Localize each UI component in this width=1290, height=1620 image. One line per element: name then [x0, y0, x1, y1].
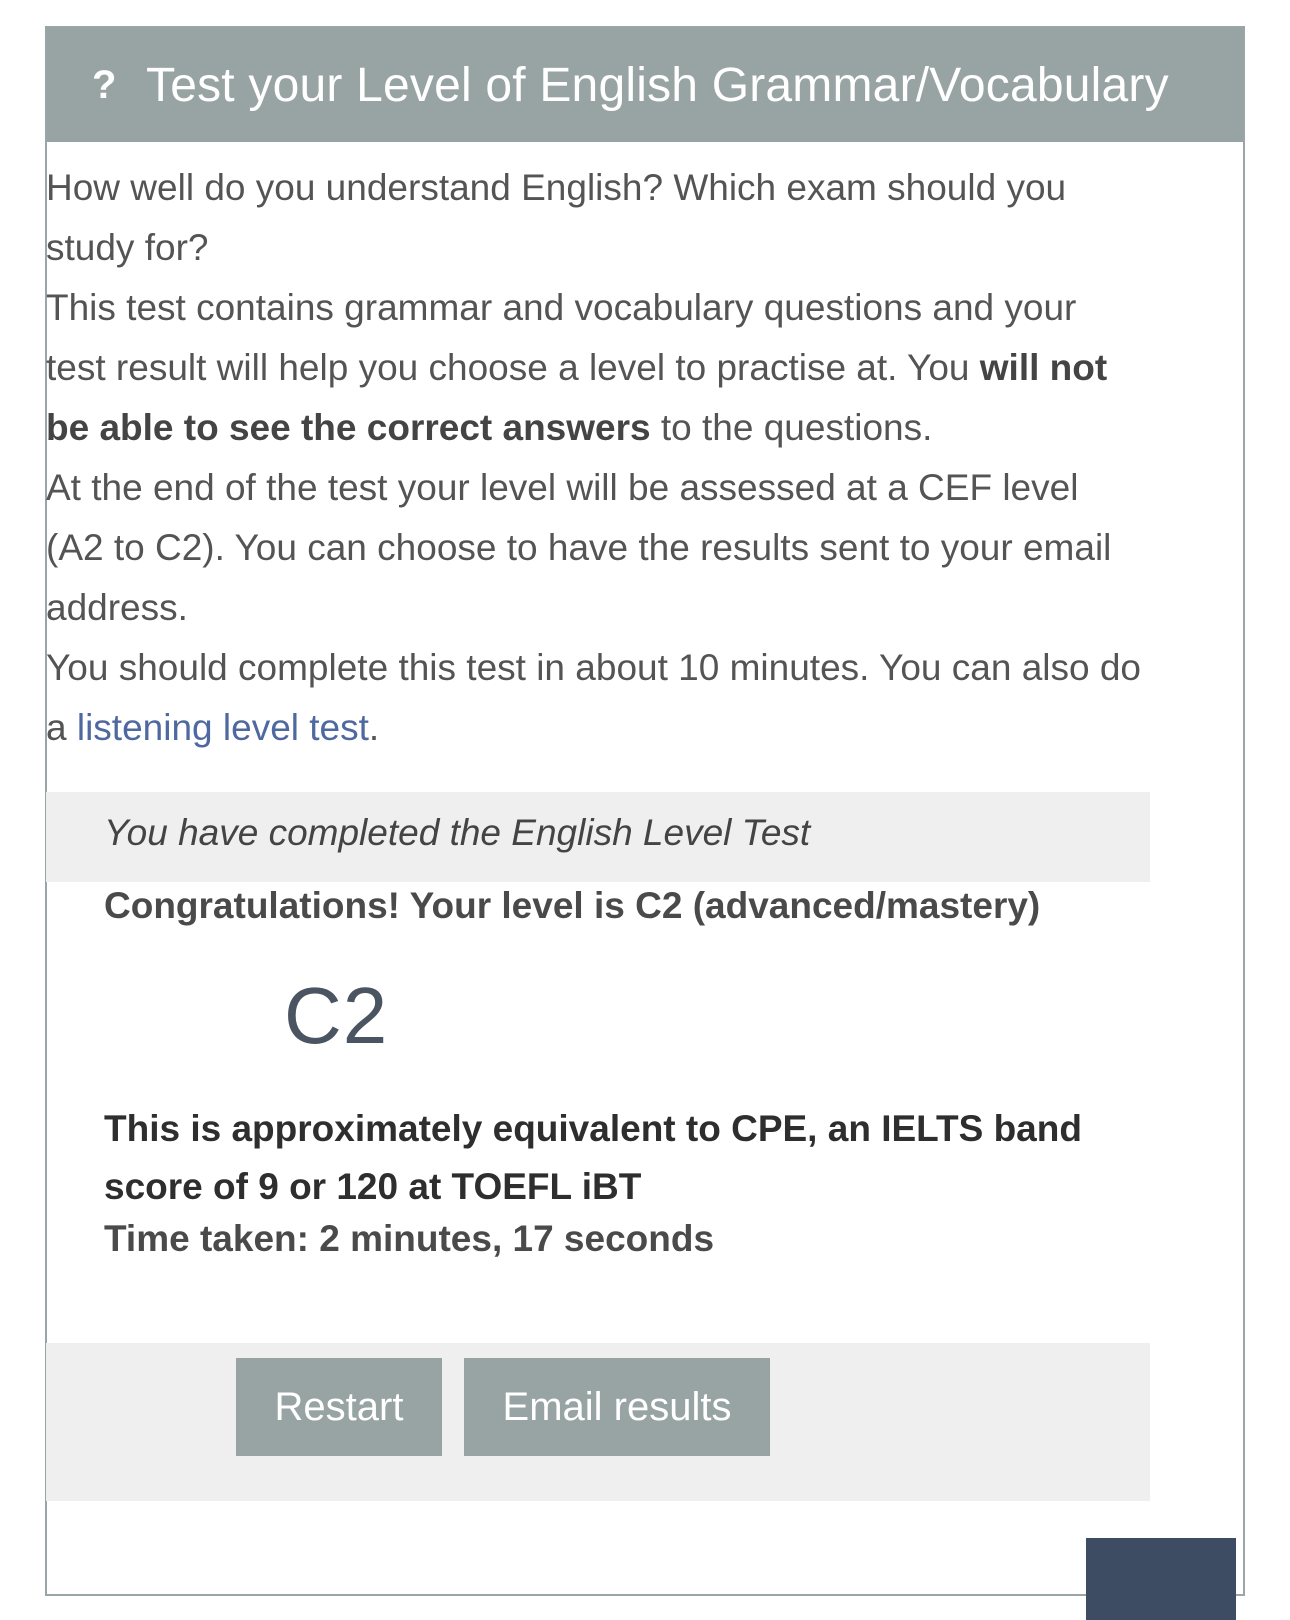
- email-results-button[interactable]: Email results: [464, 1358, 770, 1456]
- scroll-to-top-button[interactable]: [1086, 1538, 1236, 1620]
- action-bar: [46, 1343, 1150, 1501]
- panel-header: [47, 28, 1243, 142]
- panel-title: Test your Level of English Grammar/Vocabulary: [146, 58, 1169, 112]
- question-mark-icon: ?: [92, 63, 117, 107]
- intro-paragraph-2: [46, 278, 1146, 458]
- completion-text: You have completed the English Level Test: [104, 812, 811, 853]
- level-badge: C2: [284, 971, 389, 1060]
- intro-paragraph-3: At the end of the test your level will be assessed at a CEF level (A2 to C2). You can choose to have the results sent to your email address.: [46, 467, 1112, 628]
- listening-test-link[interactable]: listening level test: [76, 707, 369, 748]
- intro-text: [46, 158, 1146, 758]
- intro-p4-text-end: .: [368, 707, 380, 748]
- time-taken-text: Time taken: 2 minutes, 17 seconds: [104, 1218, 715, 1259]
- restart-button[interactable]: Restart: [236, 1358, 442, 1456]
- completion-banner: [46, 792, 1150, 882]
- intro-paragraph-1: How well do you understand English? Which exam should you study for?: [46, 167, 1067, 268]
- equivalence-text: This is approximately equivalent to CPE, an IELTS band score of 9 or 120 at TOEFL iBT: [104, 1108, 1082, 1207]
- congratulations-text: Congratulations! Your level is C2 (advanced/mastery): [104, 885, 1041, 926]
- intro-p4-text: You should complete this test in about 10 minutes. You can also do a: [46, 647, 1142, 748]
- intro-paragraph-4: [46, 638, 1146, 758]
- intro-p2-bold: will not be able to see the correct answers: [46, 347, 1108, 448]
- intro-p2-text: This test contains grammar and vocabulary questions and your test result will help you choose a level to practise at. You: [46, 287, 1077, 388]
- intro-p2-text-end: to the questions.: [650, 407, 933, 448]
